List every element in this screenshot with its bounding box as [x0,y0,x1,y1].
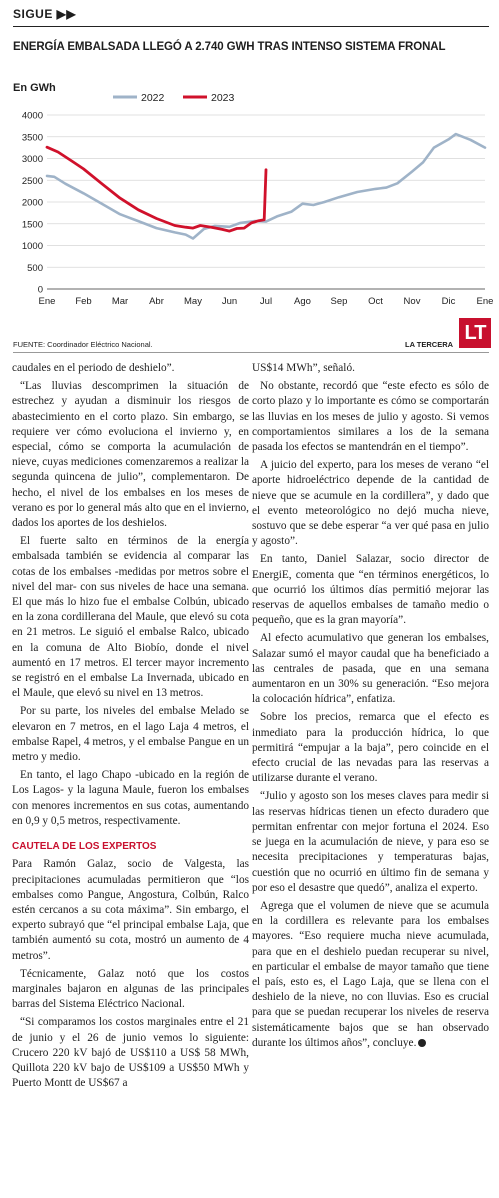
x-tick-label: Ene [38,296,56,307]
brand-name: LA TERCERA [405,340,454,349]
legend-label: 2022 [141,92,165,104]
y-tick-label: 1000 [21,241,43,252]
article-paragraph: En tanto, Daniel Salazar, socio director de EnergiE, comenta que “en términos energéticos, lo que ocurrió los últimos días permitió mejorar las reservas de aquellos embalses de tamaño medio o pequeño, que es la gran mayoría”. [252,553,489,627]
y-tick-label: 0 [37,284,43,296]
chart-source: FUENTE: Coordinador Eléctrico Nacional. [13,340,153,349]
y-tick-label: 3000 [21,154,43,165]
article-paragraph: US$14 MWh”, señaló. [252,362,355,374]
chart-bottom-rule [13,352,489,353]
article-paragraph: Al efecto acumulativo que generan los embalses, Salazar sumó el mayor caudal que ha beneficiado a las centrales de pasada, que en una semana aumentaron en un 30% su generación. “Eso mejora la colocación hídrica”, enfatiza. [252,632,489,706]
article-paragraph: El fuerte salto en términos de la energía embalsada también se evidencia al comparar las cotas de los embalses -medidas por metros sobre el nivel del mar- con sus niveles de hace una semana. El que más lo hizo fue el embalse Colbún, ubicado en la zona cordillerana del Maule, que elevó su cota en 21 metros. Le siguió el embalse Ralco, ubicado en la comuna de Alto Biobío, donde el nivel aumentó en 17 metros. El tercer mayor incremento se registró en el embalse La Invernada, ubicado en el Maule, que elevó su nivel en 13 metros. [12,535,249,700]
section-subhead: CAUTELA DE LOS EXPERTOS [12,841,157,853]
article-paragraph: Técnicamente, Galaz notó que los costos marginales bajaron en algunas de las principales barras del Sistema Eléctrico Nacional. [12,967,249,1011]
x-tick-label: Jul [259,296,273,307]
series-line-2023 [47,147,266,231]
article-paragraph: En tanto, el lago Chapo -ubicado en la región de Los Lagos- y la laguna Maule, fueron los embalses con menores incrementos en sus cotas, aumentando en 0,9 y 0,5 metros, respectivamente. [12,769,249,827]
y-tick-label: 2000 [21,197,43,209]
article-paragraph: “Las lluvias descomprimen la situación de estrechez y ayudan a disminuir los riesgos de abastecimiento en el corto plazo. Sin embargo, se requiere ver cómo evoluciona el invierno y, en especial, cómo se comporta la acumulación de nieve, cuyas mediciones comenzaremos a realizar la segunda quincena de julio”, complementaron. De hecho, el nivel de los embalses en los meses de verano es por lo general más alto que en el invierno, dados los aportes de los deshielos. [12,380,249,530]
article-paragraph: caudales en el periodo de deshielo”. [12,362,175,374]
x-tick-label: Nov [403,296,421,307]
article-paragraph: A juicio del experto, para los meses de verano “el aporte hidroeléctrico depende de la cantidad de nieve que se acumule en la cordillera”, y dado que el evento meteorológico no dejó mucha nieve, sostuvo que se debe esperar “a ver qué pasa en julio y agosto”. [252,459,489,548]
top-rule [13,26,489,27]
article-paragraph: No obstante, recordó que “este efecto es sólo de corto plazo y lo importante es cómo se comportarán las lluvias en los meses de julio y agosto. Si vemos comportamientos similares a los de la semana pasada los efectos se mantendrán en el tiempo”. [252,380,489,454]
x-tick-label: Ene [476,296,494,307]
y-tick-label: 500 [27,262,43,274]
chart-headline: ENERGÍA EMBALSADA LLEGÓ A 2.740 GWH TRAS INTENSO SISTEMA FRONAL [13,41,446,53]
x-tick-label: May [184,296,202,307]
x-tick-label: Jun [221,296,238,307]
x-tick-label: Dic [441,296,456,307]
article-paragraph: Por su parte, los niveles del embalse Melado se elevaron en 7 metros, en el lago Laja 4 metros, el embalse Rapel, 4 metros, y el embalse Pangue en un metro y medio. [12,705,249,764]
legend-label: 2023 [211,92,235,104]
x-tick-label: Abr [149,296,164,307]
x-tick-label: Mar [111,296,129,307]
article-column-left [12,361,249,1094]
article-column-right [252,361,489,1054]
y-tick-label: 2500 [21,175,43,187]
section-tag: SIGUE ▶▶ [13,7,77,21]
article-paragraph: Agrega que el volumen de nieve que se acumula en la cordillera es relevante para los embalses mayores. “Eso requiere mucha nieve acumulada, para que en el deshielo puedan recuperar su nivel, en particular el embalse de mayor tamaño que tiene el país, esto es, el Lago Laja, que se llena con el deshielo de la nieve, no con lluvias. Eso es crucial para que se puedan recuperar los niveles de reserva sistemáticamente bajos que se han observado durante los últimos años”, concluye. [252,899,489,1049]
article-paragraph: “Si comparamos los costos marginales entre el 21 de junio y el 26 de junio vemos lo siguiente: Crucero 220 kV bajó de US$110 a US$ 58 MWh, Quillota 220 kV bajo de US$109 a US$50 MWh y Puerto Montt de US$67 a [12,1016,249,1090]
y-tick-label: 3500 [21,132,43,144]
x-tick-label: Sep [330,296,348,307]
x-tick-label: Ago [294,296,311,307]
article-paragraph: “Julio y agosto son los meses claves para medir si las reservas hídricas tienen un efecto duradero que permitan enfrentar con mejor fortuna el 2024. Eso se juega en la acumulación de nieve, y para eso se necesita precipitaciones y temperaturas bajas, cuestión que no ocurrió en último fin de semana y por eso el desastre que quedó”, analiza el experto. [252,790,489,894]
x-tick-label: Feb [75,296,92,307]
end-of-article-mark [418,1039,426,1047]
chart-unit-label: En GWh [13,82,56,94]
brand-logo: LT [459,318,491,348]
line-chart [0,80,499,312]
x-tick-label: Oct [368,296,383,307]
article-paragraph: Para Ramón Galaz, socio de Valgesta, las precipitaciones acumuladas permitieron que “los embalses como Pangue, Angostura, Colbún, Ralco estén cercanos a su cota máxima”. Sin embargo, el experto subrayó que “el principal embalse Laja, que también aumentó su cota, mostró un aumento de 4 metros”. [12,858,249,962]
y-tick-label: 1500 [21,219,43,231]
y-tick-label: 4000 [21,110,43,122]
article-paragraph: Sobre los precios, remarca que el efecto es inmediato para la producción hídrica, lo que permitirá “empujar a la baja”, pero coincide en el efecto crucial de las nevadas para las reservas a utilizarse durante el verano. [252,711,489,785]
